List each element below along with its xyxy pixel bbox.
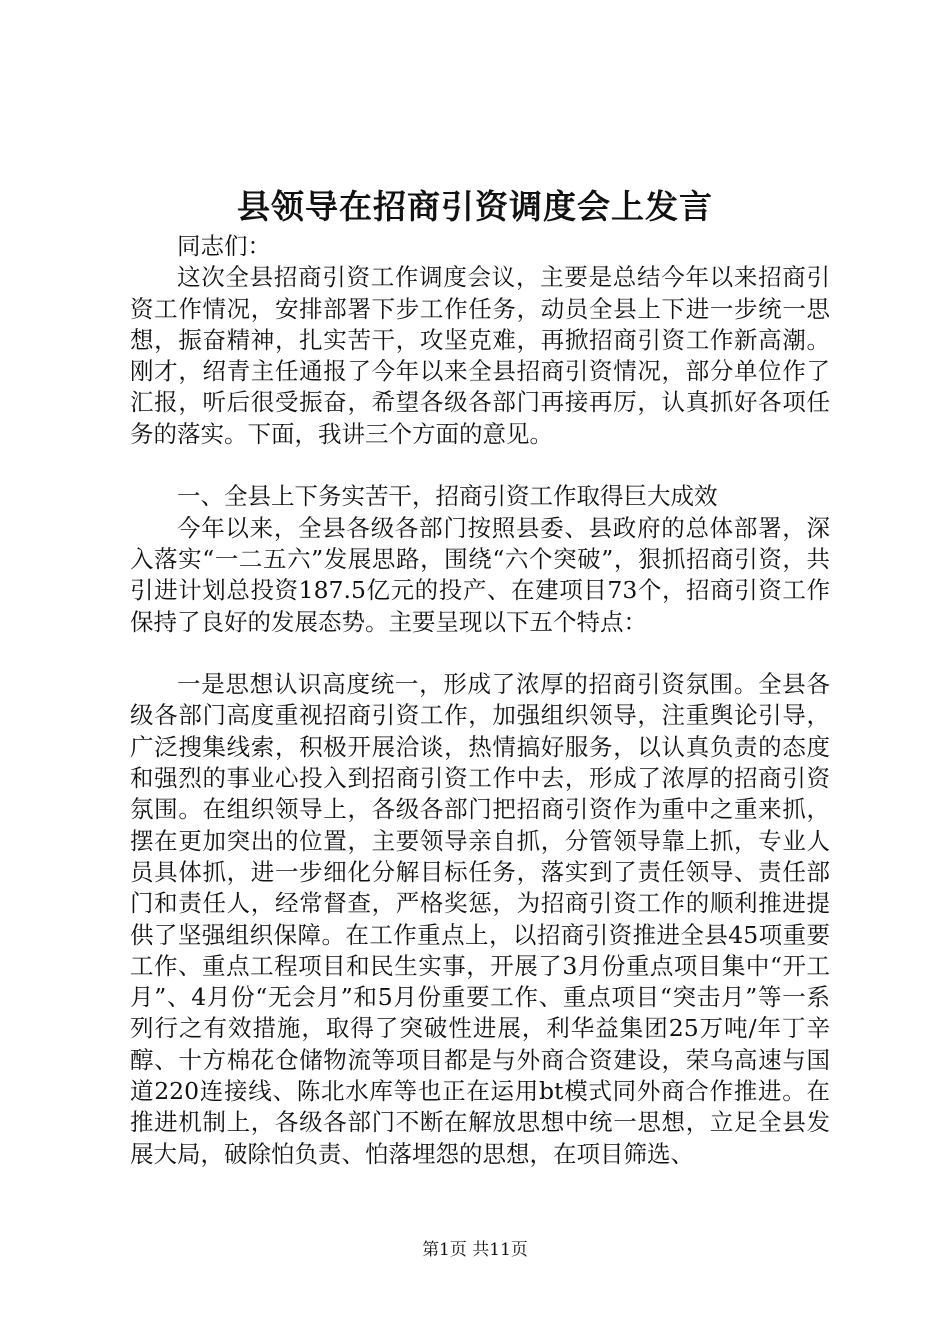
salutation-paragraph: 同志们：: [177, 232, 271, 260]
section-heading: 一、全县上下务实苦干，招商引资工作取得巨大成效: [177, 482, 718, 511]
document-title: 县领导在招商引资调度会上发言: [237, 187, 713, 226]
document-body: [130, 231, 830, 1170]
page-number-footer: 第1页 共11页: [422, 1240, 528, 1260]
point-one-paragraph: 一是思想认识高度统一，形成了浓厚的招商引资氛围。全县各级各部门高度重视招商引资工作，加强组织领导，注重舆论引导，广泛搜集线索，积极开展洽谈，热情搞好服务，以认真负责的态度和强烈的事业心投入到招商引资工作中去，形成了浓厚的招商引资氛围。在组织领导上，各级各部门把招商引资作为重中之重来抓，摆在更加突出的位置，主要领导亲自抓，分管领导靠上抓，专业人员具体抓，进一步细化分解目标任务，落实到了责任领导、责任部门和责任人，经常督查，严格奖惩，为招商引资工作的顺利推进提供了坚强组织保障。在工作重点上，以招商引资推进全县45项重要工作、重点工程项目和民生实事，开展了3月份重点项目集中“开工月”、4月份“无会月”和5月份重要工作、重点项目“突击月”等一系列行之有效措施，取得了突破性进展，利华益集团25万吨/年丁辛醇、十方棉花仓储物流等项目都是与外商合资建设，荣乌高速与国道220连接线、陈北水库等也正在运用bt模式同外商合作推进。在推进机制上，各级各部门不断在解放思想中统一思想，立足全县发展大局，破除怕负责、怕落埋怨的思想，在项目筛选、: [130, 670, 830, 1168]
intro-paragraph: 这次全县招商引资工作调度会议，主要是总结今年以来招商引资工作情况，安排部署下步工作任务，动员全县上下进一步统一思想，振奋精神，扎实苦干，攻坚克难，再掀招商引资工作新高潮。刚才，绍青主任通报了今年以来全县招商引资情况，部分单位作了汇报，听后很受振奋，希望各级各部门再接再厉，认真抓好各项任务的落实。下面，我讲三个方面的意见。: [130, 263, 830, 448]
overview-paragraph: 今年以来，全县各级各部门按照县委、县政府的总体部署，深入落实“一二五六”发展思路，围绕“六个突破”，狠抓招商引资，共引进计划总投资187.5亿元的投产、在建项目73个，招商引资工作保持了良好的发展态势。主要呈现以下五个特点：: [130, 513, 830, 636]
